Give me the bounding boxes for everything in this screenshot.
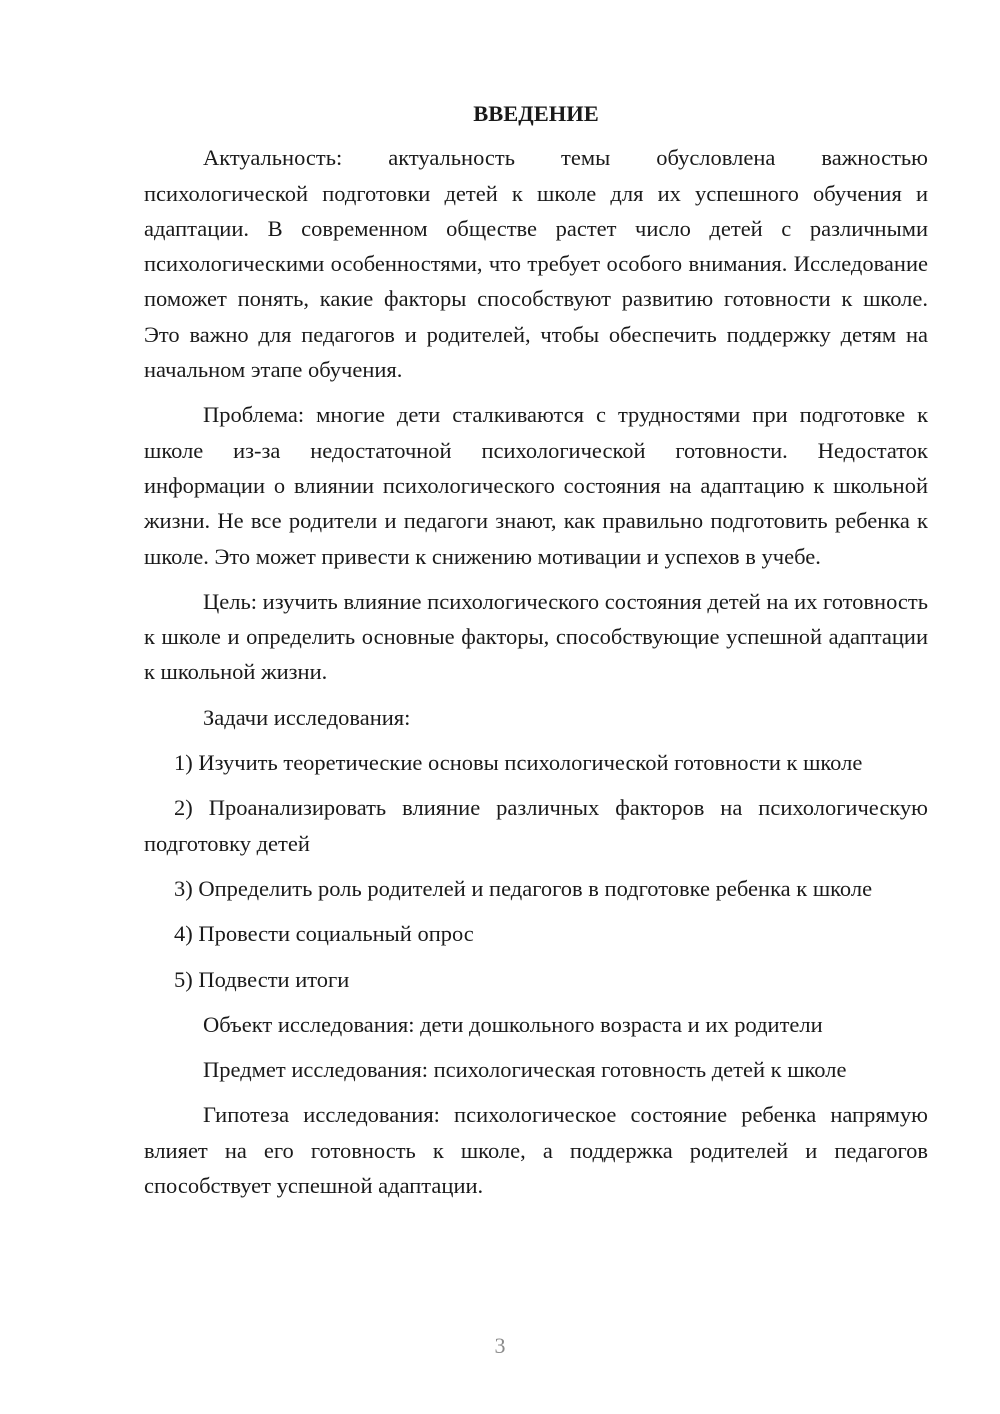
page-number: 3 — [494, 1333, 506, 1358]
paragraph-relevance: Актуальность: актуальность темы обусловлена важностью психологической подготовки детей к школе для их успешного обучения и адаптации. В современном обществе растет число детей с различными психологическими особенностями, что требует особого внимания. Исследование поможет понять, какие факторы способствуют развитию готовности к школе. Это важно для педагогов и родителей, чтобы обеспечить поддержку детям на начальном этапе обучения. — [144, 145, 928, 383]
research-hypothesis: Гипотеза исследования: психологическое состояние ребенка напрямую влияет на его готовность к школе, а поддержка родителей и педагогов способствует успешной адаптации. — [144, 1102, 928, 1199]
research-subject: Предмет исследования: психологическая готовность детей к школе — [203, 1057, 847, 1083]
task-item: 3) Определить роль родителей и педагогов в подготовке ребенка к школе — [174, 875, 873, 901]
paragraph-goal: Цель: изучить влияние психологического состояния детей на их готовность к школе и определить основные факторы, способствующие успешной адаптации к школьной жизни. — [144, 588, 928, 685]
task-item: 2) Проанализировать влияние различных факторов на психологическую подготовку детей — [144, 795, 928, 856]
page-content — [144, 96, 928, 1213]
paragraph-problem: Проблема: многие дети сталкиваются с трудностями при подготовке к школе из-за недостаточной психологической готовности. Недостаток информации о влиянии психологического состояния на адаптацию к школьной жизни. Не все родители и педагоги знают, как правильно подготовить ребенка к школе. Это может привести к снижению мотивации и успехов в учебе. — [144, 402, 928, 569]
section-title: ВВЕДЕНИЕ — [473, 101, 599, 126]
research-object: Объект исследования: дети дошкольного возраста и их родители — [203, 1011, 823, 1037]
tasks-heading: Задачи исследования: — [203, 704, 411, 730]
task-item: 1) Изучить теоретические основы психологической готовности к школе — [174, 750, 863, 776]
task-item: 5) Подвести итоги — [174, 966, 350, 992]
task-item: 4) Провести социальный опрос — [174, 921, 474, 947]
